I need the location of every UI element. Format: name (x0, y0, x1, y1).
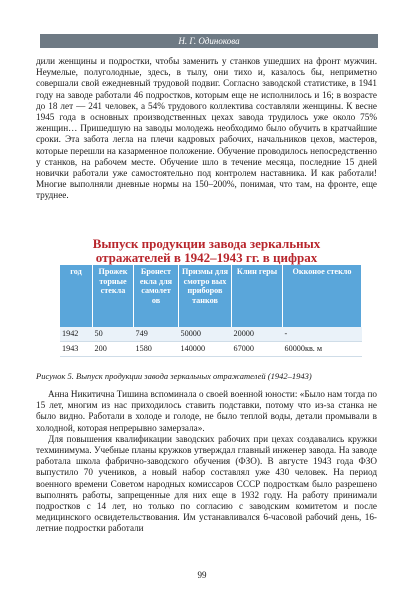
paragraph: дили женщины и подростки, чтобы заменить у станков ушедших на фронт мужчин. Неумелые, полуголодные, здесь, в тылу, они тихо и, казалось бы, неприметно совершали свой ежедневный трудовой подвиг. Согласно заводской статистике, в 1941 году на заводе работали 46 подростков, которым еще не исполнилось и 16; в возрасте до 18 лет — 241 человек, а 54% трудового коллектива составляли женщины. К весне 1945 года в основных производственных цехах завода трудилось уже около 75% женщин… Пришедшую на заводы молодежь необходимо было обучить в кратчайшие сроки. Эта забота легла на плечи кадровых рабочих, начальников цехов, мастеров, которые перешли на казарменное положение. Обучение проводилось непосредственно у станков, на рабочем месте. Обучение шло в течение месяца, последние 15 дней новички работали уже самостоятельно под контролем наставника. И как работали! Многие выполняли дневные нормы на 150–200%, понимая, что там, на фронте, еще труднее. (36, 56, 377, 201)
col-header-armored-glass: Бронест екла для самолет ов (134, 265, 179, 327)
body-text-top (36, 56, 377, 202)
table-cell: 50 (93, 327, 134, 342)
table-header-row (60, 265, 362, 327)
table-cell: 20000 (232, 327, 283, 342)
table-cell: 1580 (134, 342, 179, 357)
page-number: 99 (197, 570, 207, 580)
table-cell: 1942 (60, 327, 93, 342)
running-header (40, 34, 378, 48)
paragraph: Анна Никитична Тишина вспоминала о своей военной юности: «Было нам тогда по 15 лет, многим из нас приходилось ставить подставки, потому что из-за станка не было видно. Работали в холоде и голоде, не было теплой воды, детали промывали в холодной, которая непрерывно замерзала». (36, 389, 377, 433)
col-header-year: год (60, 265, 93, 327)
figure-caption: Рисунок 5. Выпуск продукции завода зеркальных отражателей (1942–1943) (36, 371, 312, 381)
paragraph: Для повышения квалификации заводских рабочих при цехах создавались кружки техминимума. Учебные планы кружков утверждал главный инженер завода. На заводе работала школа фабрично-заводского обучения (ФЗО). В августе 1943 года ФЗО выпустило 70 учеников, а новый набор составлял уже 430 человек. На период военного времени Советом народных комиссаров СССР подросткам было разрешено выполнять работы, запрещенные для них еще в 1932 году. На работу принимали подростков с 14 лет, но только по согласию с заводским комитетом и после медицинского освидетельствования. Им устанавливался 6-часовой рабочий день, 16-летние подростки работали (36, 433, 377, 534)
col-header-window-glass: Окконое стекло (283, 265, 362, 327)
table-cell: 200 (93, 342, 134, 357)
table-cell: 749 (134, 327, 179, 342)
running-title: Н. Г. Одинокова (178, 36, 240, 46)
table-cell: 1943 (60, 342, 93, 357)
col-header-wedges: Клин геры (232, 265, 283, 327)
table-cell: 60000кв. м (283, 342, 362, 357)
figure-title (36, 237, 377, 265)
figure-title-line-2: отражателей в 1942–1943 гг. в цифрах (95, 250, 318, 265)
production-table (60, 265, 362, 357)
col-header-searchlight-glass: Прожек торные стекла (93, 265, 134, 327)
figure-title-line-1: Выпуск продукции завода зеркальных (92, 236, 321, 251)
body-text-bottom (36, 389, 377, 535)
table-row (60, 327, 362, 342)
table-cell: 67000 (232, 342, 283, 357)
col-header-prisms: Призмы для смотро вых приборов танков (179, 265, 232, 327)
table-row (60, 342, 362, 357)
table-cell: - (283, 327, 362, 342)
table-cell: 140000 (179, 342, 232, 357)
table-cell: 50000 (179, 327, 232, 342)
